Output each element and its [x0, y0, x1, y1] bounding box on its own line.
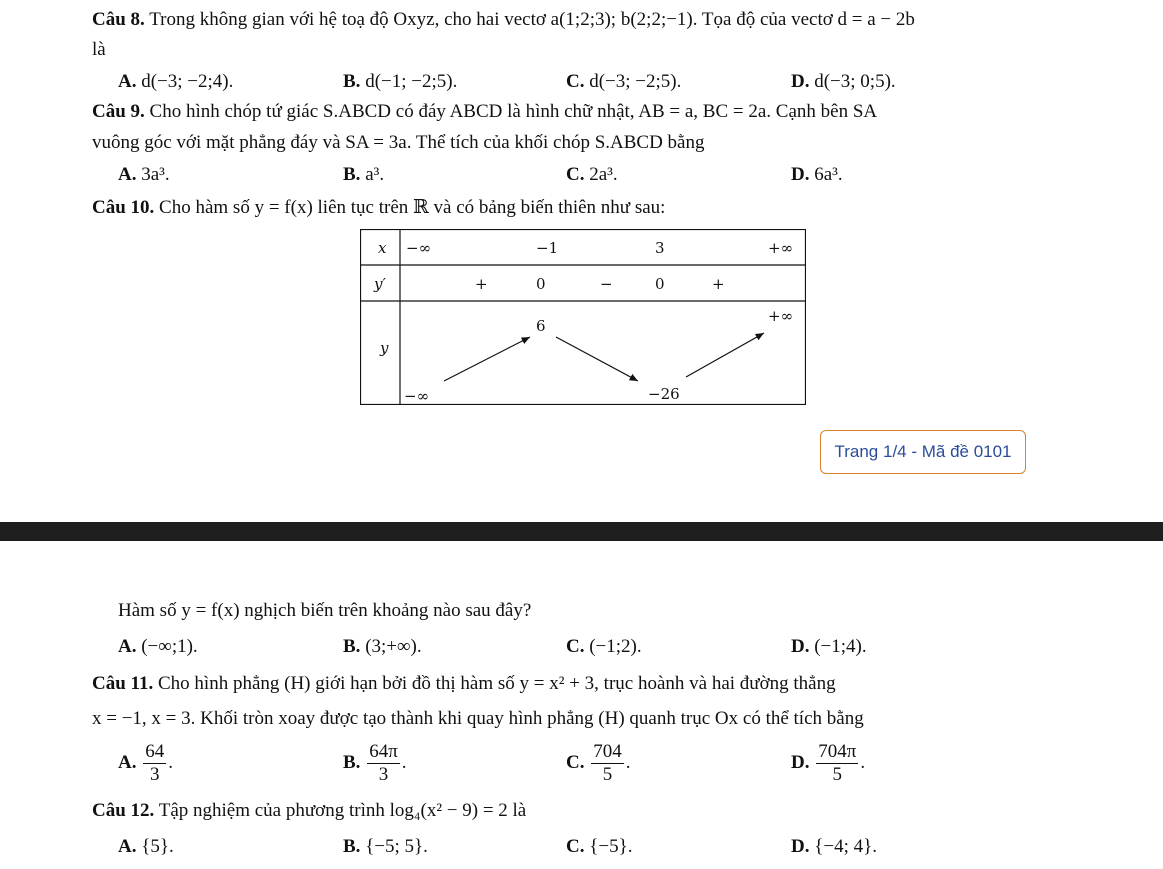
yp-value-3: 0: [655, 275, 665, 293]
q8-line2: là: [92, 39, 106, 60]
q9-text: Cho hình chóp tứ giác S.ABCD có đáy ABCD là hình chữ nhật, AB = a, BC = 2a. Cạnh bên SA: [149, 101, 878, 122]
y-value-end: +∞: [768, 307, 794, 325]
q9-option-c: C. 2a³.: [566, 164, 618, 185]
yp-sign-4: +: [712, 275, 725, 293]
q10-text: Cho hàm số y = f(x) liên tục trên ℝ và có bảng biến thiên như sau:: [159, 197, 666, 218]
q11-option-c: C. $\frac{704}{5}$ .: [566, 741, 631, 785]
q8-line1: [92, 8, 915, 32]
q9-option-b: B. a³.: [343, 164, 385, 185]
arrow-decrease: [556, 337, 638, 381]
arrow-increase-1: [444, 337, 530, 381]
yp-value-1: 0: [536, 275, 546, 293]
table-yp-label: y′: [374, 275, 386, 293]
exam-page-2: [0, 541, 1163, 869]
table-x-label: x: [378, 239, 387, 257]
q10-option-a: A. (−∞;1).: [118, 636, 198, 657]
q10-number: Câu 10.: [92, 197, 155, 218]
q11-line2: x = −1, x = 3. Khối tròn xoay được tạo thành khi quay hình phẳng (H) quanh trục Ox có thể tích bằng: [92, 708, 864, 729]
variation-table: [360, 229, 806, 405]
q11-option-a: A. $\frac{64}{3}$ .: [118, 741, 173, 785]
y-value-min: −26: [648, 385, 680, 403]
q8-option-c: C. d(−3; −2;5).: [566, 71, 682, 92]
q10-option-b: B. (3;+∞).: [343, 636, 422, 657]
q10-line1: [92, 196, 665, 220]
q11-option-d: D. $\frac{704\pi}{5}$ .: [791, 741, 866, 785]
q9-option-d: D. 6a³.: [791, 164, 843, 185]
q8-number: Câu 8.: [92, 9, 145, 30]
q10-option-c: C. (−1;2).: [566, 636, 642, 657]
q12-option-a: A. {5}.: [118, 836, 174, 857]
x-value-2: 3: [655, 239, 665, 257]
page-footer: Trang 1/4 - Mã đề 0101: [820, 430, 1026, 474]
q9-line2: vuông góc với mặt phẳng đáy và SA = 3a. Thể tích của khối chóp S.ABCD bằng: [92, 132, 705, 153]
arrow-increase-2: [686, 333, 764, 377]
q11-text: Cho hình phẳng (H) giới hạn bởi đồ thị hàm số y = x² + 3, trục hoành và hai đường thẳng: [158, 673, 836, 694]
q12-text: Tập nghiệm của phương trình log₄(x² − 9) = 2 là: [158, 800, 527, 821]
q12-line1: [92, 799, 526, 823]
q12-option-b: B. {−5; 5}.: [343, 836, 428, 857]
q10-line2: Hàm số y = f(x) nghịch biến trên khoảng nào sau đây?: [118, 600, 532, 621]
q8-text: Trong không gian với hệ toạ độ Oxyz, cho hai vectơ a(1;2;3); b(2;2;−1). Tọa độ của vectơ d = a − 2b: [149, 9, 915, 30]
q8-option-b: B. d(−1; −2;5).: [343, 71, 458, 92]
y-value-start: −∞: [404, 387, 430, 405]
q12-option-c: C. {−5}.: [566, 836, 633, 857]
y-value-max: 6: [536, 317, 546, 335]
x-value-1: −1: [536, 239, 559, 257]
table-y-label: y: [380, 339, 389, 357]
q8-option-d: D. d(−3; 0;5).: [791, 71, 896, 92]
q9-number: Câu 9.: [92, 101, 145, 122]
x-value-0: −∞: [406, 239, 432, 257]
yp-sign-0: +: [475, 275, 488, 293]
q11-line1: [92, 672, 836, 696]
q11-number: Câu 11.: [92, 673, 154, 694]
q9-option-a: A. 3a³.: [118, 164, 170, 185]
q10-option-d: D. (−1;4).: [791, 636, 867, 657]
yp-sign-2: −: [600, 275, 613, 293]
q11-option-b: B. $\frac{64\pi}{3}$ .: [343, 741, 407, 785]
q12-number: Câu 12.: [92, 800, 155, 821]
q9-line1: [92, 100, 877, 124]
q8-option-a: A. d(−3; −2;4).: [118, 71, 234, 92]
x-value-3: +∞: [768, 239, 794, 257]
q12-option-d: D. {−4; 4}.: [791, 836, 877, 857]
